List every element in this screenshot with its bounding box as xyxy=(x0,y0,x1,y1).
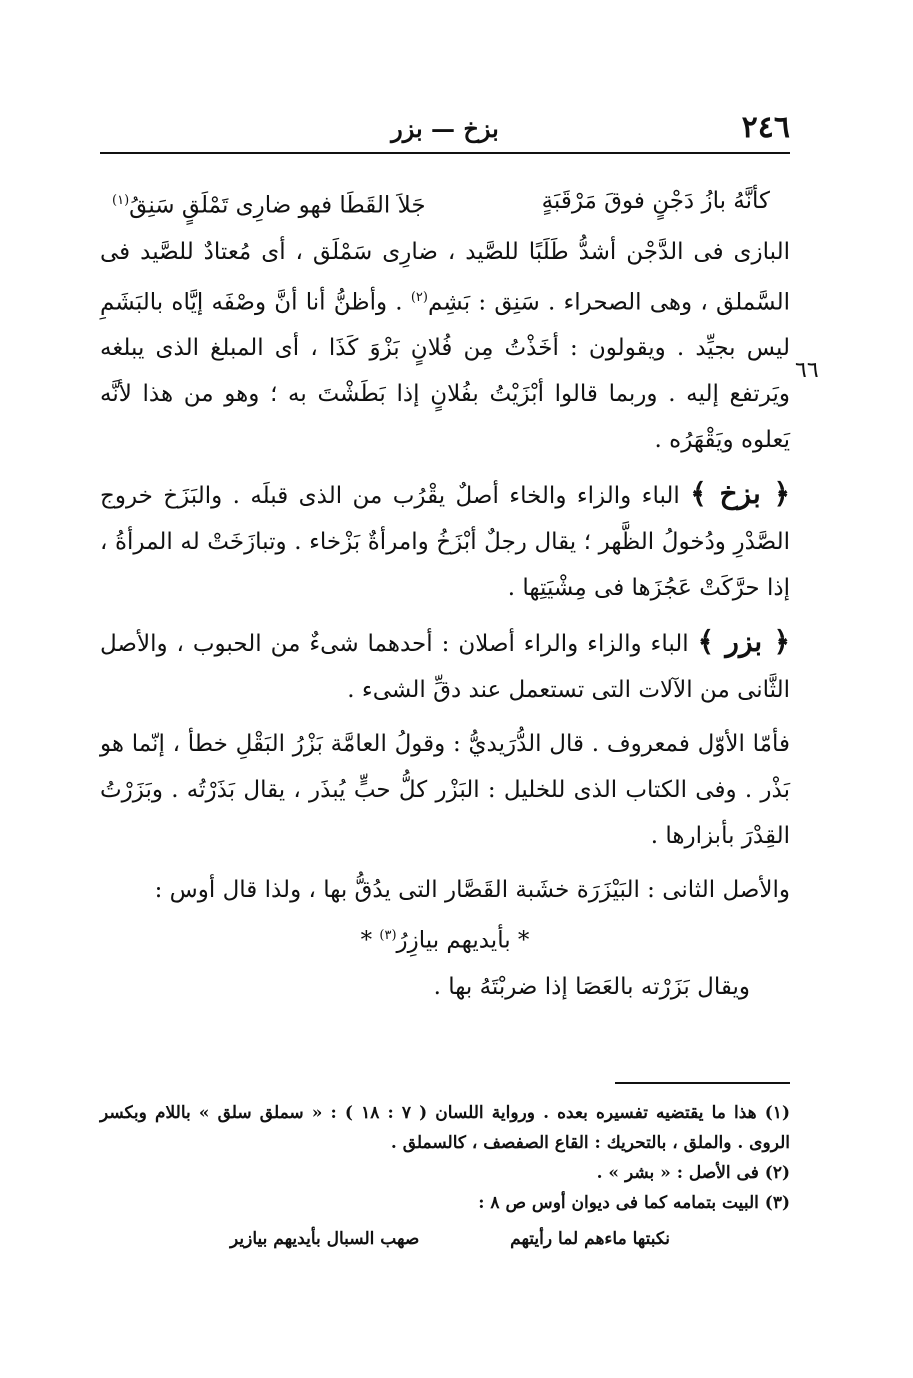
page-header xyxy=(100,110,790,154)
verse-line xyxy=(100,178,790,229)
footnote-verse xyxy=(100,1224,790,1254)
footnote-rule xyxy=(615,1082,790,1084)
paragraph: والأصل الثانى : البَيْزَرَة خشَبة القَصَّار التى يدُقُّ بها ، ولذا قال أوس : xyxy=(154,877,790,904)
entry-heading: ﴿ بزخ ﴾ xyxy=(690,477,791,511)
running-title: بزخ — بزر xyxy=(391,114,499,143)
entry-text: الباء والزاء والخاء أصلٌ يقْرُب من الذى قبلَه . والبَزَخ خروج الصَّدْرِ ودُخولُ الظَّهر ؛ يقال رجلٌ أبْزَخُ وامرأةٌ بَزْخاء . وتبازَخَتْ له المرأةُ ، إذا حرَّكَتْ عَجُزَها فى مِشْيَتِها . xyxy=(100,483,790,602)
footnote-ref: (٢) xyxy=(410,289,428,305)
paragraph: فأمّا الأوّل فمعروف . قال الدُّرَيديُّ : وقولُ العامَّة بَزْرُ البَقْلِ خطأ ، إنّما هو بَذْر . وفى الكتاب الذى للخليل : البَزْر كلُّ حبٍّ يُبذَر ، يقال بَذَرْتُه . وبَزَرْتُ القِدْرَ بأبزارها . xyxy=(100,731,790,850)
entry-heading: ﴿ بزر ﴾ xyxy=(697,625,790,659)
footnote-ref: (٣) xyxy=(379,928,397,944)
footnote-ref: (١) xyxy=(112,193,130,208)
main-text xyxy=(100,178,790,1010)
page-number: ٢٤٦ xyxy=(741,110,790,145)
header-rule xyxy=(100,152,790,154)
footnote-3: (٣) البيت بتمامه كما فى ديوان أوس ص ٨ : xyxy=(478,1193,790,1213)
entry-text: الباء والزاء والراء أصلان : أحدهما شىءٌ من الحبوب ، والأصل الثَّانى من الآلات التى تستعمل عند دقِّ الشىء . xyxy=(100,631,790,704)
verse-hemistich-second: جَلاَ القَطَا فهو ضارِى تَمْلَقٍ سَنِقُ$^{(١)}$ xyxy=(112,192,426,219)
verse-hemistich-second: صهب السبال بأيديهم بيازير xyxy=(230,1229,420,1249)
entry-bzr xyxy=(100,619,790,713)
footnotes xyxy=(100,1098,790,1254)
verse-hemistich-first: كأنَّهُ بازُ دَجْنٍ فوقَ مَرْقَبَةٍ xyxy=(541,188,770,214)
verse-fragment: * بأيديهم بيازِرُ$^{(٣)}$ * xyxy=(360,927,530,954)
paragraph: البازى فى الدَّجْن أشدُّ طَلَبًا للصَّيد ، ضارِى سَمْلَق ، أى مُعتادٌ للصَّيد فى السَّملق ، وهى الصحراء . سَنِق : بَشِم$^{(٢)}$ . وأظنُّ أنا أنَّ وصْفَه إيَّاه بالبَشَمِ ليس بجيِّد . ويقولون : أخَذْتُ مِن فُلانٍ بَزْوَ كَذَا ، أى المبلغ الذى يبلغه ويَرتفع إليه . وربما قالوا أبْزَيْتُ بفُلانٍ إذا بَطَشْتَ به ؛ وهو من هذا لأنَّه يَعلوه ويَقْهَرُه . xyxy=(100,238,791,454)
margin-number: ٦٦ xyxy=(795,358,819,383)
paragraph: ويقال بَزَرْته بالعَصَا إذا ضربْتَهُ بها . xyxy=(433,973,750,1000)
footnote-2: (٢) فى الأصل : « بشر » . xyxy=(596,1163,790,1183)
verse-hemistich-first: نكبتها ماءهم لما رأيتهم xyxy=(510,1229,670,1249)
footnote-1: (١) هذا ما يقتضيه تفسيره بعده . ورواية اللسان ( ٧ : ١٨ ) : « سملق سلق » باللام وبكسر الروى . والملق ، بالتحريك : القاع الصفصف ، كالسملق . xyxy=(100,1103,790,1153)
entry-bzkh xyxy=(100,471,790,611)
